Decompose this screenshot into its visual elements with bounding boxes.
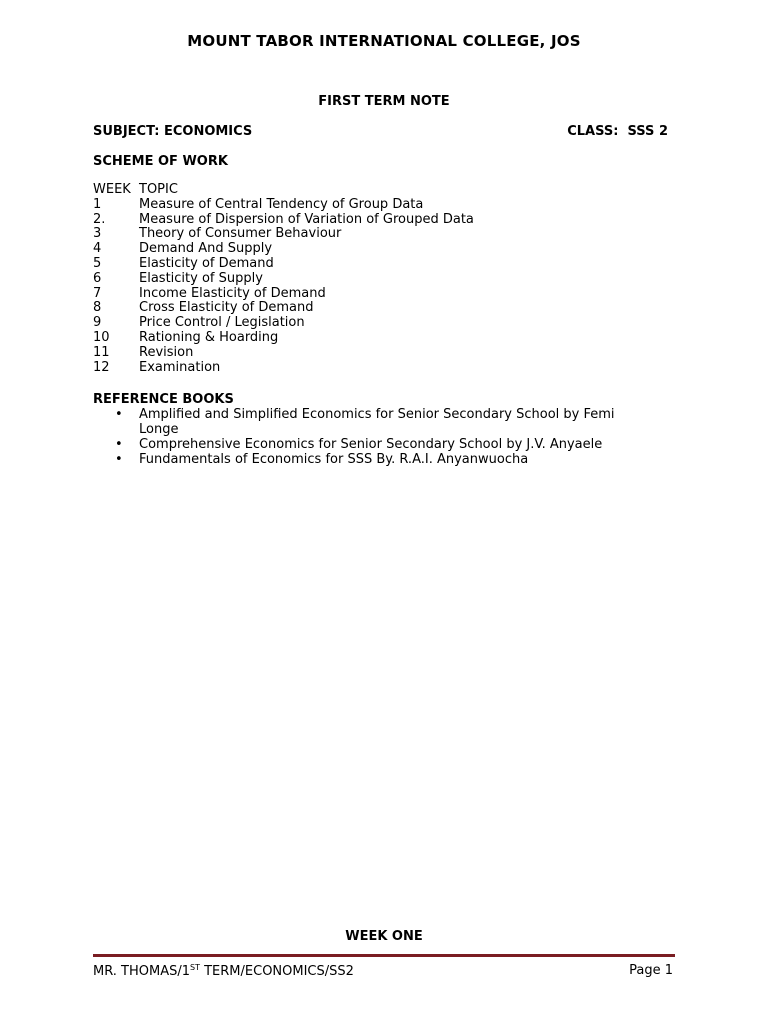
footer-author-prefix: MR. THOMAS/1: [93, 964, 191, 979]
week-number: 9: [93, 315, 102, 331]
week-topic: Examination: [139, 359, 221, 375]
footer-author: [93, 963, 354, 979]
schedule-row: [93, 331, 653, 346]
week-number: 11: [93, 344, 110, 360]
week-number: 10: [93, 329, 110, 345]
week-topic: Demand And Supply: [139, 241, 273, 257]
week-topic: Income Elasticity of Demand: [139, 285, 326, 301]
schedule-header-row: [93, 183, 653, 198]
week-topic: Revision: [139, 344, 194, 360]
schedule-row: [93, 198, 653, 213]
list-item: [93, 437, 653, 452]
schedule-row: [93, 227, 653, 242]
schedule-row: [93, 346, 653, 361]
term-note-heading: FIRST TERM NOTE: [318, 94, 450, 109]
week-topic: Elasticity of Supply: [139, 270, 263, 286]
week-number: 6: [93, 270, 102, 286]
week-number: 4: [93, 241, 102, 257]
scheme-of-work-table: [93, 183, 653, 375]
scheme-of-work-heading: SCHEME OF WORK: [93, 154, 228, 169]
footer-superscript: ST: [190, 963, 200, 972]
bullet-icon: •: [115, 407, 123, 422]
week-column-header: WEEK: [93, 182, 131, 197]
week-number: 8: [93, 300, 102, 316]
college-name: MOUNT TABOR INTERNATIONAL COLLEGE, JOS: [187, 32, 581, 50]
week-one-heading: WEEK ONE: [345, 929, 423, 944]
bullet-icon: •: [115, 452, 123, 467]
week-number: 2.: [93, 211, 106, 227]
reference-title: Comprehensive Economics for Senior Secondary School by J.V. Anyaele: [139, 437, 603, 452]
week-topic: Measure of Dispersion of Variation of Grouped Data: [139, 211, 474, 227]
week-topic: Theory of Consumer Behaviour: [139, 226, 342, 242]
topic-column-header: TOPIC: [139, 182, 178, 197]
bullet-icon: •: [115, 437, 123, 452]
week-topic: Measure of Central Tendency of Group Data: [139, 196, 424, 212]
page-number: Page 1: [629, 963, 673, 978]
week-topic: Cross Elasticity of Demand: [139, 300, 314, 316]
week-number: 7: [93, 285, 102, 301]
week-topic: Rationing & Hoarding: [139, 329, 279, 345]
week-number: 5: [93, 255, 102, 271]
class-label: CLASS: SSS 2: [567, 124, 668, 139]
schedule-row: [93, 287, 653, 302]
schedule-row: [93, 301, 653, 316]
week-topic: Elasticity of Demand: [139, 255, 274, 271]
week-number: 3: [93, 226, 102, 242]
schedule-row: [93, 257, 653, 272]
week-topic: Price Control / Legislation: [139, 315, 305, 331]
subject-label: SUBJECT: ECONOMICS: [93, 124, 253, 139]
reference-books-heading: REFERENCE BOOKS: [93, 392, 234, 407]
schedule-row: [93, 316, 653, 331]
week-number: 1: [93, 196, 102, 212]
schedule-row: [93, 361, 653, 376]
reference-books-list: [93, 407, 653, 467]
schedule-row: [93, 272, 653, 287]
schedule-row: [93, 242, 653, 257]
schedule-row: [93, 213, 653, 228]
subject-class-line: [93, 124, 668, 142]
reference-title: Fundamentals of Economics for SSS By. R.A.I. Anyanwuocha: [139, 452, 529, 467]
week-number: 12: [93, 359, 110, 375]
list-item: [93, 407, 653, 437]
reference-title: Amplified and Simplified Economics for Senior Secondary School by Femi Longe: [139, 407, 615, 437]
footer-author-suffix: TERM/ECONOMICS/SS2: [199, 964, 354, 979]
footer-divider: [93, 954, 675, 957]
page-footer: [93, 963, 675, 981]
list-item: [93, 452, 653, 467]
